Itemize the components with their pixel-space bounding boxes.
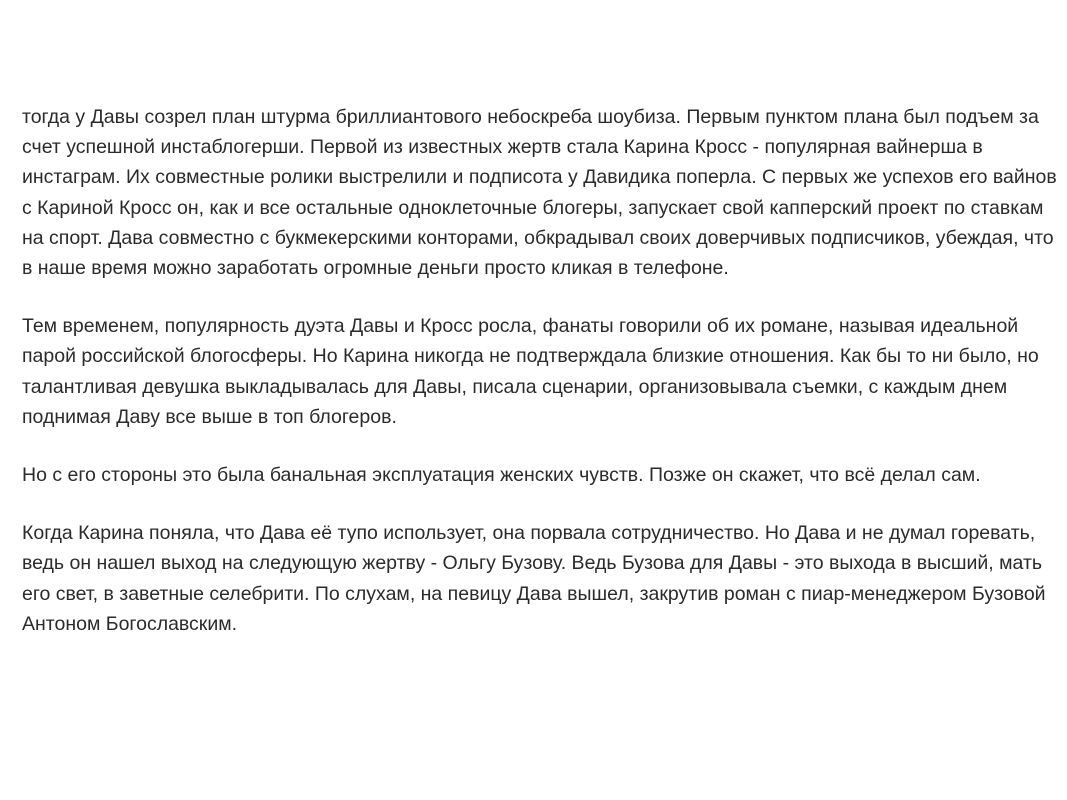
paragraph-4: Когда Карина поняла, что Дава её тупо использует, она порвала сотрудничество. Но Дава и не думал горевать, ведь он нашел выход на следующую жертву - Ольгу Бузову. Ведь Бузова для Давы - это выхода в высший, мать его свет, в заветные селебрити. По слухам, на певицу Дава вышел, закрутив роман с пиар-менеджером Бузовой Антоном Богославским. — [22, 522, 1046, 635]
article-body — [22, 102, 1064, 667]
paragraph-3: Но с его стороны это была банальная эксплуатация женских чувств. Позже он скажет, что всё делал сам. — [22, 464, 981, 487]
paragraph-1: тогда у Давы созрел план штурма бриллиантового небоскреба шоубиза. Первым пунктом плана был подъем за счет успешной инстаблогерши. Первой из известных жертв стала Карина Кросс - популярная вайнерша в инстаграм. Их совместные ролики выстрелили и подписота у Давидика поперла. С первых же успехов его вайнов с Кариной Кросс он, как и все остальные одноклеточные блогеры, запускает свой капперский проект по ставкам на спорт. Дава совместно с букмекерскими конторами, обкрадывал своих доверчивых подписчиков, убеждая, что в наше время можно заработать огромные деньги просто кликая в телефоне. — [22, 106, 1057, 280]
paragraph-2: Тем временем, популярность дуэта Давы и Кросс росла, фанаты говорили об их романе, называя идеальной парой российской блогосферы. Но Карина никогда не подтверждала близкие отношения. Как бы то ни было, но талантливая девушка выкладывалась для Давы, писала сценарии, организовывала съемки, с каждым днем поднимая Даву все выше в топ блогеров. — [22, 315, 1039, 428]
